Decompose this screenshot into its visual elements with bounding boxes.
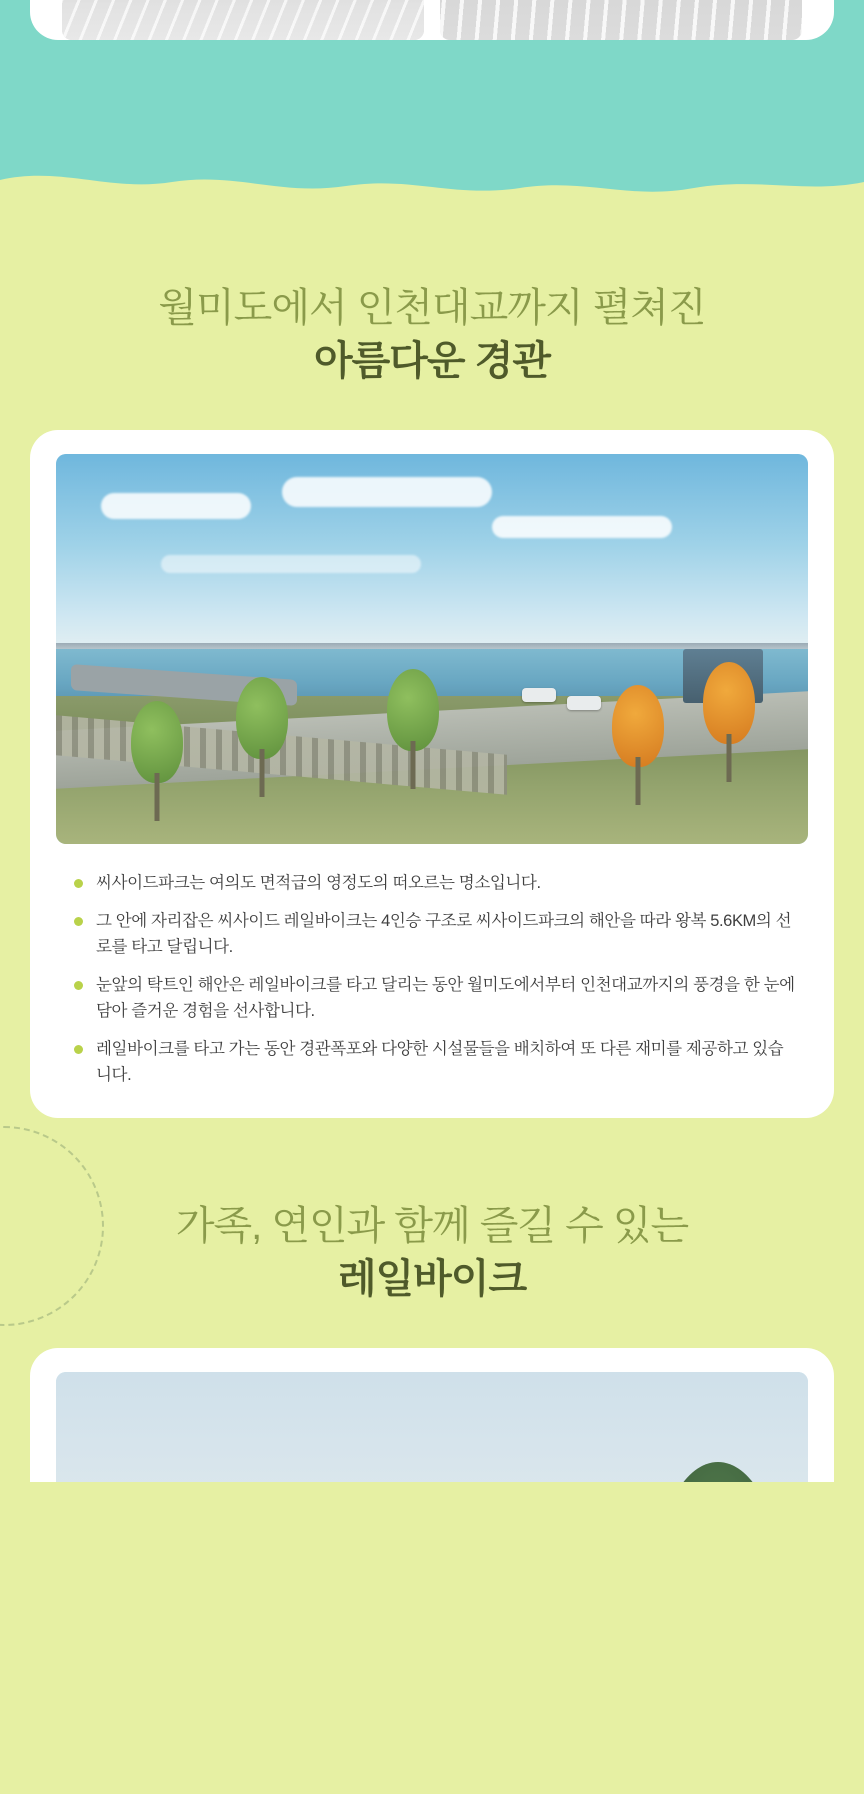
top-teal-band — [0, 0, 864, 168]
headline-line-1: 월미도에서 인천대교까지 펼쳐진 — [158, 286, 706, 330]
section-railbike-headline — [30, 1118, 834, 1306]
cloud-shape — [492, 516, 672, 538]
cloud-shape — [161, 555, 421, 573]
photo-tree — [131, 691, 183, 821]
section-railbike — [0, 1118, 864, 1482]
cloud-shape — [282, 477, 492, 507]
seaside-park-photo — [56, 454, 808, 844]
list-item: 눈앞의 탁트인 해안은 레일바이크를 타고 달리는 동안 월미도에서부터 인천대교까지의 풍경을 한 눈에 담아 즐거운 경험을 선사합니다. — [70, 972, 796, 1024]
photo-tree-autumn — [612, 675, 664, 805]
headline-line-2: 레일바이크 — [337, 1257, 527, 1302]
railbike-photo — [56, 1372, 808, 1482]
section-scenery — [0, 200, 864, 1118]
thumbnail-image-left — [62, 0, 424, 40]
headline-line-1: 가족, 연인과 함께 즐길 수 있는 — [175, 1204, 689, 1249]
scenery-bullet-list — [56, 870, 808, 1088]
section-scenery-headline — [30, 200, 834, 388]
tree-canopy — [236, 677, 288, 759]
railbike-card — [30, 1348, 834, 1482]
photo-tree — [236, 667, 288, 797]
previous-section-card — [30, 0, 834, 40]
list-item: 레일바이크를 타고 가는 동안 경관폭포와 다양한 시설물들을 배치하여 또 다른 재미를 제공하고 있습니다. — [70, 1036, 796, 1088]
cloud-shape — [101, 493, 251, 519]
tree-canopy — [387, 669, 439, 751]
photo-tree-autumn — [703, 652, 755, 782]
list-item: 그 안에 자리잡은 씨사이드 레일바이크는 4인승 구조로 씨사이드파크의 해안을 따라 왕복 5.6KM의 선로를 타고 달립니다. — [70, 908, 796, 960]
tree-trunk — [260, 749, 265, 797]
tree-canopy — [703, 662, 755, 744]
scenery-card — [30, 430, 834, 1118]
tree-canopy — [131, 701, 183, 783]
thumbnail-image-right — [440, 0, 802, 40]
headline-line-2: 아름다운 경관 — [314, 339, 550, 383]
photo-tree — [387, 659, 439, 789]
tree-trunk — [636, 757, 641, 805]
tree-canopy — [612, 685, 664, 767]
photo-car — [567, 696, 601, 710]
previous-section-images — [62, 0, 802, 40]
tree-trunk — [155, 773, 160, 821]
photo-car — [522, 688, 556, 702]
list-item: 씨사이드파크는 여의도 면적급의 영정도의 떠오르는 명소입니다. — [70, 870, 796, 896]
tree-trunk — [410, 741, 415, 789]
tree-trunk — [726, 734, 731, 782]
wave-divider — [0, 166, 864, 200]
photo-sky — [56, 1372, 808, 1482]
